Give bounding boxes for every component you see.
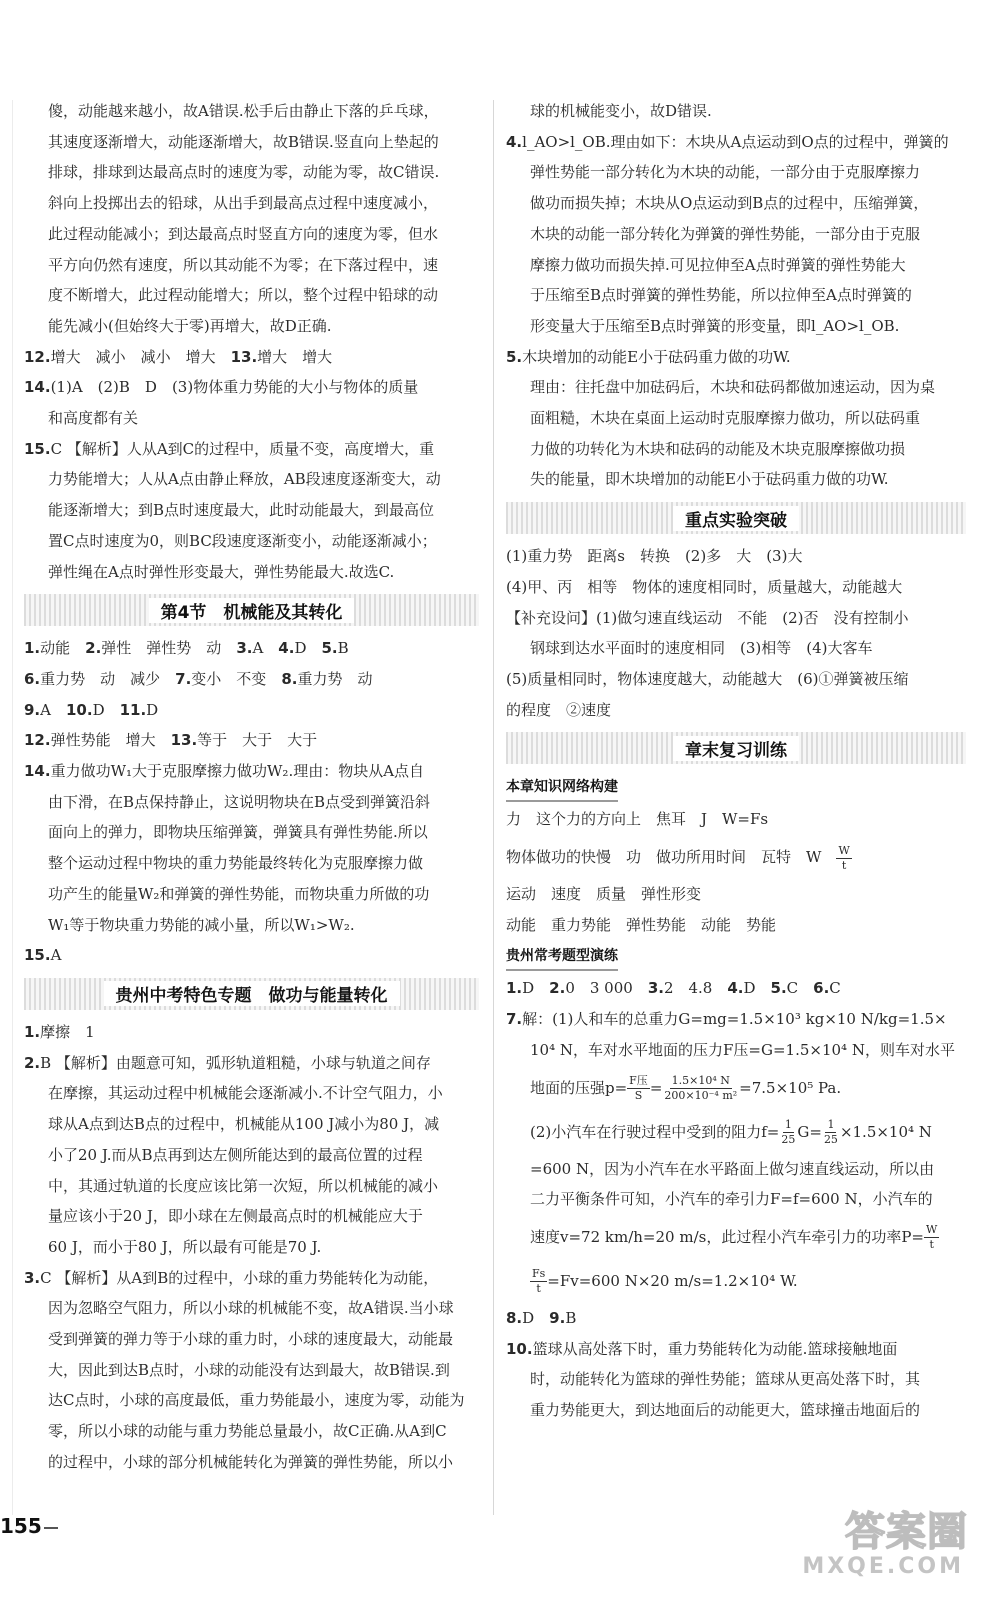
experiment-line: (4)甲、丙 相等 物体的速度相同时，质量越大，动能越大	[506, 577, 903, 596]
subheading-guizhou-practice: 贵州常考题型演练	[506, 943, 618, 971]
short-answers-row-2: 6.重力势 动 减少 7.变小 不变 8.重力势 动	[24, 669, 373, 688]
short-answers-row-3: 9.A 10.D 11.D	[24, 700, 159, 719]
answer-12-13: 12.增大 减小 减小 增大 13.增大 增大	[24, 347, 333, 366]
subheading-knowledge-network: 本章知识网络构建	[506, 774, 618, 802]
continued-answer: 傻，动能越来越小，故A错误.松手后由静止下落的乒乓球， 其速度逐渐增大，动能逐渐增大，故B错误.竖直向上垫起的 排球，排球到达最高点时的速度为零，动能为零，故C错误. 斜向上投掷出去的铅球，从出手到最高点过程中速度减小， 此过程动能减小；到达最高点时竖直方向的速度为零，但水 平方向仍然有速度，所以其动能不为零；在下落过程中，速 度不断增大，此过程动能增大；所以，整个过程中铅球的动 能先减小(但始终大于零)再增大，故D正确.	[48, 102, 440, 335]
fraction: $\frac{Fs}{t}$	[532, 1267, 546, 1296]
answer-5: 5.木块增加的动能E小于砝码重力做的功W.	[506, 347, 791, 366]
section-title-guizhou-special: 贵州中考特色专题 做功与能量转化	[24, 978, 479, 1010]
watermark-logo	[802, 1500, 972, 1588]
practice-answer-7: 7.解：(1)人和车的总重力G=mg=1.5×10³ kg×10 N/kg=1.5×	[506, 1010, 947, 1029]
left-column: 傻，动能越来越小，故A错误.松手后由静止下落的乒乓球， 其速度逐渐增大，动能逐渐增大，故B错误.竖直向上垫起的 排球，排球到达最高点时的速度为零，动能为零，故C错误. 斜向上投掷出去的铅球，从出手到最高点过程中速度减小， 此过程动能减小；到达最高点时竖直方向的速度为零，但水 平方向仍然有速度，所以其动能不为零；在下落过程中，速 度不断增大，此过程动能增大；所以，整个过程中铅球的动 能先减小(但始终大于零)再增大，故D正确. 12.增大 减小 减小 增大 13.增大 增大 14.(1)A (2)B D (3)物体重力势能的大小与物体的质量 和高度都有关 15.C 【解析】人从A到C的过程中，质量不变，高度增大，重 力势能增大；人从A点由静止释放，AB段速度逐渐变大，动 能逐渐增大；到B点时速度最大，此时动能最大，到最高位 置C点时速度为0，则BC段速度逐渐变小，动能逐渐减小； 弹性绳在A点时弹性形变最大，弹性势能最大.故选C. 第4节 机械能及其转化 1.动能 2.弹性 弹性势 动 3.A 4.D 5.B 6.重力势 动 减少 7.变小 不变 8.重力势 动 9.A 10.D 11.D 12.弹性势能 增大 13.等于 大于 大于 14.重力做功W₁大于克服摩擦力做功W₂.理由：物块从A点自 由下滑，在B点保持静止，这说明物块在B点受到弹簧沿斜 面向上的弹力，即物块压缩弹簧，弹簧具有弹性势能.所以 整个运动过程中物块的重力势能最终转化为克服摩擦力做 功产生的能量W₂和弹簧的弹性势能，而物块重力所做的功 W₁等于物块重力势能的减小量，所以W₁>W₂. 15.A 贵州中考特色专题 做功与能量转化 1.摩擦 1 2.B 【解析】由题意可知，弧形轨道粗糙，小球与轨道之间存 在摩擦，其运动过程中机械能会逐渐减小.不计空气阻力，小 球从A点到达B点的过程中，机械能从100 J减小为80 J，减 小了20 J.而从B点再到达左侧所能达到的最高位置的过程 中，其通过轨道的长度应该比第一次短，所以机械能的减小 量应该小于20 J，即小球在左侧最高点时的机械能应大于 60 J，而小于80 J，所以最有可能是70 J. 3.C 【解析】从A到B的过程中，小球的重力势能转化为动能， 因为忽略空气阻力，所以小球的机械能不变，故A错误.当小球 受到弹簧的弹力等于小球的重力时，小球的速度最大，动能最 大，因此到达B点时，小球的动能没有达到最大，故B错误.到 达C点时，小球的高度最低，重力势能最小，速度为零，动能为 零，所以小球的动能与重力势能总量最小，故C正确.从A到C 的过程中，小球的部分机械能转化为弹簧的弹性势能，所以小	[24, 96, 479, 1478]
section-title-mechanical-energy: 第4节 机械能及其转化	[24, 594, 479, 626]
experiment-line: 钢球到达水平面时的速度相同 (3)相等 (4)大客车	[530, 639, 873, 658]
special-answer-3: 3.C 【解析】从A到B的过程中，小球的重力势能转化为动能，	[24, 1268, 439, 1287]
section-title-chapter-review: 章末复习训练	[506, 732, 966, 764]
fraction: $\frac{\text{F压}}{S}$	[629, 1074, 648, 1103]
experiment-line: 的程度 ②速度	[506, 700, 612, 719]
special-answer-2: 2.B 【解析】由题意可知，弧形轨道粗糙，小球与轨道之间存	[24, 1053, 431, 1072]
experiment-line: (1)重力势 距离s 转换 (2)多 大 (3)大	[506, 547, 803, 566]
answer-14-section: 14.重力做功W₁大于克服摩擦力做功W₂.理由：物块从A点自	[24, 762, 425, 781]
column-divider	[493, 100, 494, 1515]
margin-line	[12, 100, 13, 1515]
fraction: $\frac{W}{t}$	[926, 1223, 938, 1252]
watermark-logo-text: 答案圈	[845, 1509, 968, 1555]
knowledge-line: 力 这个力的方向上 焦耳 J W=Fs	[506, 810, 769, 829]
experiment-line: (5)质量相同时，物体速度越大，动能越大 (6)①弹簧被压缩	[506, 669, 909, 688]
fraction: $\frac{\text{1.5×10⁴ N}}{\text{200×10⁻⁴ m²}}$	[664, 1074, 738, 1103]
page-number: 155	[0, 1514, 58, 1538]
special-answer-1: 1.摩擦 1	[24, 1022, 95, 1041]
practice-answer-10: 10.篮球从高处落下时，重力势能转化为动能.篮球接触地面	[506, 1339, 898, 1358]
fraction: $\frac{1}{25}$	[823, 1118, 838, 1147]
practice-answers-row-2: 8.D 9.B	[506, 1308, 577, 1327]
answer-4: 4.l_AO>l_OB.理由如下：木块从A点运动到O点的过程中，弹簧的	[506, 132, 949, 151]
answer-14: 14.(1)A (2)B D (3)物体重力势能的大小与物体的质量	[24, 378, 419, 397]
fraction: $\frac{1}{25}$	[781, 1118, 796, 1147]
short-answers-row-1: 1.动能 2.弹性 弹性势 动 3.A 4.D 5.B	[24, 639, 349, 658]
watermark-site: MXQE.COM	[802, 1554, 964, 1579]
fraction: $\frac{W}{t}$	[838, 843, 850, 872]
knowledge-line: 运动 速度 质量 弹性形变	[506, 885, 702, 904]
experiment-line: 【补充设问】(1)做匀速直线运动 不能 (2)否 没有控制小	[506, 608, 909, 627]
short-answers-row-4: 12.弹性势能 增大 13.等于 大于 大于	[24, 731, 318, 750]
knowledge-line: 动能 重力势能 弹性势能 动能 势能	[506, 915, 777, 934]
section-title-key-experiment: 重点实验突破	[506, 502, 966, 534]
right-column: 球的机械能变小，故D错误. 4.l_AO>l_OB.理由如下：木块从A点运动到O点的过程中，弹簧的 弹性势能一部分转化为木块的动能，一部分由于克服摩擦力 做功而损失掉；木块从O点运动到B点的过程中，压缩弹簧， 木块的动能一部分转化为弹簧的弹性势能，一部分由于克服 摩擦力做功而损失掉.可见拉伸至A点时弹簧的弹性势能大 于压缩至B点时弹簧的弹性势能，所以拉伸至A点时弹簧的 形变量大于压缩至B点时弹簧的形变量，即l_AO>l_OB. 5.木块增加的动能E小于砝码重力做的功W. 理由：往托盘中加砝码后，木块和砝码都做加速运动，因为桌 面粗糙，木块在桌面上运动时克服摩擦力做功，所以砝码重 力做的功转化为木块和砝码的动能及木块克服摩擦做功损 失的能量，即木块增加的动能E小于砝码重力做的功W. 重点实验突破 (1)重力势 距离s 转换 (2)多 大 (3)大 (4)甲、丙 相等 物体的速度相同时，质量越大，动能越大 【补充设问】(1)做匀速直线运动 不能 (2)否 没有控制小 钢球到达水平面时的速度相同 (3)相等 (4)大客车 (5)质量相同时，物体速度越大，动能越大 (6)①弹簧被压缩 的程度 ②速度 章末复习训练 本章知识网络构建 力 这个力的方向上 焦耳 J W=Fs 物体做功的快慢 功 做功所用时间 瓦特 W $\frac{W}{t}$ 运动 速度 质量 弹性形变 动能 重力势能 弹性势能 动能 势能 贵州常考题型演练 1.D 2.0 3 000 3.2 4.8 4.D 5.C 6.C 7.解：(1)人和车的总重力G=mg=1.5×10³ kg×10 N/kg=1.5× 10⁴ N，车对水平地面的压力F压=G=1.5×10⁴ N，则车对水平 地面的压强p= $\frac{\text{F压}}{S}$ = $\frac{\text{1.5×10⁴ N}}{\text{200×10⁻⁴ m²}}$ =7.5×10⁵ Pa. (2)小汽车在行驶过程中受到的阻力f= $\frac{1}{25}$ G= $\frac{1}{25}$ ×1.5×10⁴ N =600 N，因为小汽车在水平路面上做匀速直线运动，所以由 二力平衡条件可知，小汽车的牵引力F=f=600 N，小汽车的 速度v=72 km/h=20 m/s，此过程小汽车牵引力的功率P= $\frac{W}{t}$ $\frac{Fs}{t}$ =Fv=600 N×20 m/s=1.2×10⁴ W. 8.D 9.B 10.篮球从高处落下时，重力势能转化为动能.篮球接触地面 时，动能转化为篮球的弹性势能；篮球从更高处落下时，其 重力势能更大，到达地面后的动能更大，篮球撞击地面后的	[506, 96, 966, 1426]
answer-15: 15.C 【解析】人从A到C的过程中，质量不变，高度增大，重	[24, 439, 435, 458]
answer-15-section: 15.A	[24, 946, 62, 965]
knowledge-line: 物体做功的快慢 功 做功所用时间 瓦特 W $\frac{W}{t}$	[506, 843, 850, 872]
practice-answers-row-1: 1.D 2.0 3 000 3.2 4.8 4.D 5.C 6.C	[506, 979, 841, 998]
continued-answer-right: 球的机械能变小，故D错误.	[530, 102, 712, 120]
